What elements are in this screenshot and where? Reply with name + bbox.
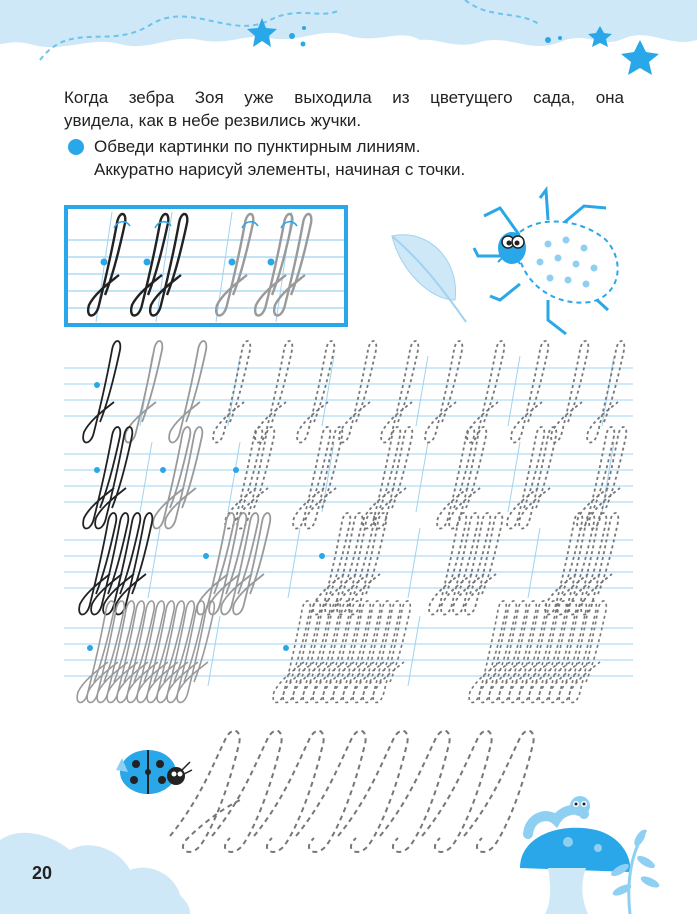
text-block [64,86,624,181]
story-paragraph [64,86,624,132]
bullet-icon [68,139,84,155]
story-line-1: Когда зебра Зоя уже выходила из цветущего сада, она [64,88,624,107]
bottom-cloud-decoration [0,833,190,914]
practice-row-4 [77,601,606,703]
leaf-icon [392,235,466,322]
ladybug-icon [116,750,192,794]
sample-box [66,207,346,325]
instruction-line-2: Аккуратно нарисуй элементы, начиная с точки. [94,160,466,179]
instruction-line-1: Обведи картинки по пунктирным линиям. [94,137,421,156]
practice-row-1 [83,341,624,443]
beetle-icon [474,190,618,334]
big-dashed-loops [170,731,534,852]
practice-row-2 [83,427,626,529]
page-number: 20 [32,863,53,883]
instruction [64,135,624,181]
writing-slant-lines [140,356,614,686]
story-line-2: увидела, как в небе резвились жучки. [64,111,362,130]
top-cloud-decoration [0,0,697,47]
